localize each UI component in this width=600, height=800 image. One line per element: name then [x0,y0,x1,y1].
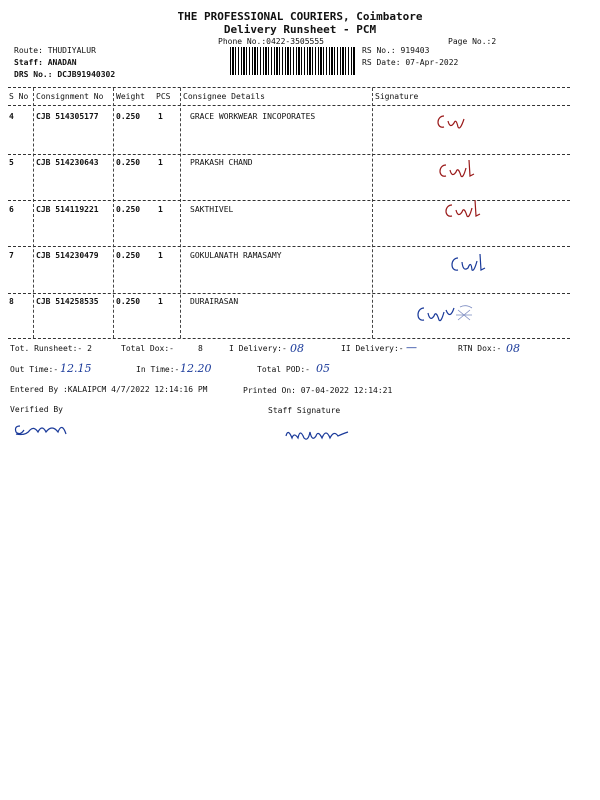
recipient-signature [434,112,474,134]
barcode-image [230,47,355,75]
recipient-signature [436,158,480,182]
column-divider [180,88,181,338]
row-pcs: 1 [158,158,163,167]
recipient-signature [414,302,480,328]
column-divider [113,88,114,338]
row-rule [8,246,570,247]
recipient-signature [442,198,486,222]
column-header-consignment: Consignment No [36,92,104,101]
drs-number: DRS No.: DCJB91940302 [14,70,116,79]
table-bottom-rule [8,338,570,339]
total-dox-label: Total Dox:- [121,344,174,353]
row-pcs: 1 [158,297,163,306]
row-pcs: 1 [158,205,163,214]
total-pod-value: 05 [316,362,330,375]
in-time-value: 12.20 [180,362,212,375]
i-delivery-value: 08 [290,342,304,355]
row-consignee: SAKTHIVEL [190,205,234,214]
i-delivery-label: I Delivery:- [229,344,287,353]
staff-signature-label: Staff Signature [268,406,341,415]
row-consignee: GOKULANATH RAMASAMY [190,251,282,260]
column-header-weight: Weight [116,92,145,101]
verifier-signature [12,418,72,440]
ii-delivery-value: — [406,341,417,354]
column-header-pcs: PCS [156,92,171,101]
row-consignment: CJB 514230479 [36,251,99,260]
row-weight: 0.250 [116,158,141,167]
rtn-dox-value: 08 [506,342,520,355]
row-sno: 6 [9,205,14,214]
column-divider [372,88,373,338]
verified-by-label: Verified By [10,405,63,414]
page-number: Page No.:2 [448,37,497,46]
ii-delivery-label: II Delivery:- [341,344,404,353]
row-sno: 7 [9,251,14,260]
table-header-rule [8,105,570,106]
in-time-label: In Time:- [136,365,180,374]
staff-signature [282,424,354,446]
row-consignee: GRACE WORKWEAR INCOPORATES [190,112,316,121]
entered-by: Entered By :KALAIPCM 4/7/2022 12:14:16 PM [10,385,208,394]
row-consignee: DURAIRASAN [190,297,239,306]
total-pod-label: Total POD:- [257,365,310,374]
rs-number: RS No.: 919403 [362,46,430,55]
column-header-consignee: Consignee Details [183,92,265,101]
row-sno: 5 [9,158,14,167]
printed-on: Printed On: 07-04-2022 12:14:21 [243,386,393,395]
column-header-signature: Signature [375,92,419,101]
out-time-value: 12.15 [60,362,92,375]
document-title: Delivery Runsheet - PCM [223,23,377,36]
staff: Staff: ANADAN [14,58,77,67]
row-weight: 0.250 [116,251,141,260]
row-consignee: PRAKASH CHAND [190,158,253,167]
recipient-signature [448,252,488,276]
row-weight: 0.250 [116,112,141,121]
phone-number: Phone No.:0422-3505555 [218,37,324,46]
row-pcs: 1 [158,251,163,260]
row-rule [8,293,570,294]
tot-runsheet: Tot. Runsheet:- 2 [10,344,92,353]
row-pcs: 1 [158,112,163,121]
row-sno: 8 [9,297,14,306]
column-divider [33,88,34,338]
company-name: THE PROFESSIONAL COURIERS, Coimbatore [177,10,423,23]
table-top-rule [8,87,570,88]
route: Route: THUDIYALUR [14,46,96,55]
out-time-label: Out Time:- [10,365,59,374]
row-weight: 0.250 [116,205,141,214]
row-consignment: CJB 514258535 [36,297,99,306]
rs-date: RS Date: 07-Apr-2022 [362,58,459,67]
rtn-dox-label: RTN Dox:- [458,344,502,353]
row-consignment: CJB 514119221 [36,205,99,214]
row-rule [8,154,570,155]
row-weight: 0.250 [116,297,141,306]
row-sno: 4 [9,112,14,121]
total-dox-value: 8 [198,344,203,353]
row-consignment: CJB 514230643 [36,158,99,167]
column-header-sno: S No [9,92,29,101]
row-consignment: CJB 514305177 [36,112,99,121]
